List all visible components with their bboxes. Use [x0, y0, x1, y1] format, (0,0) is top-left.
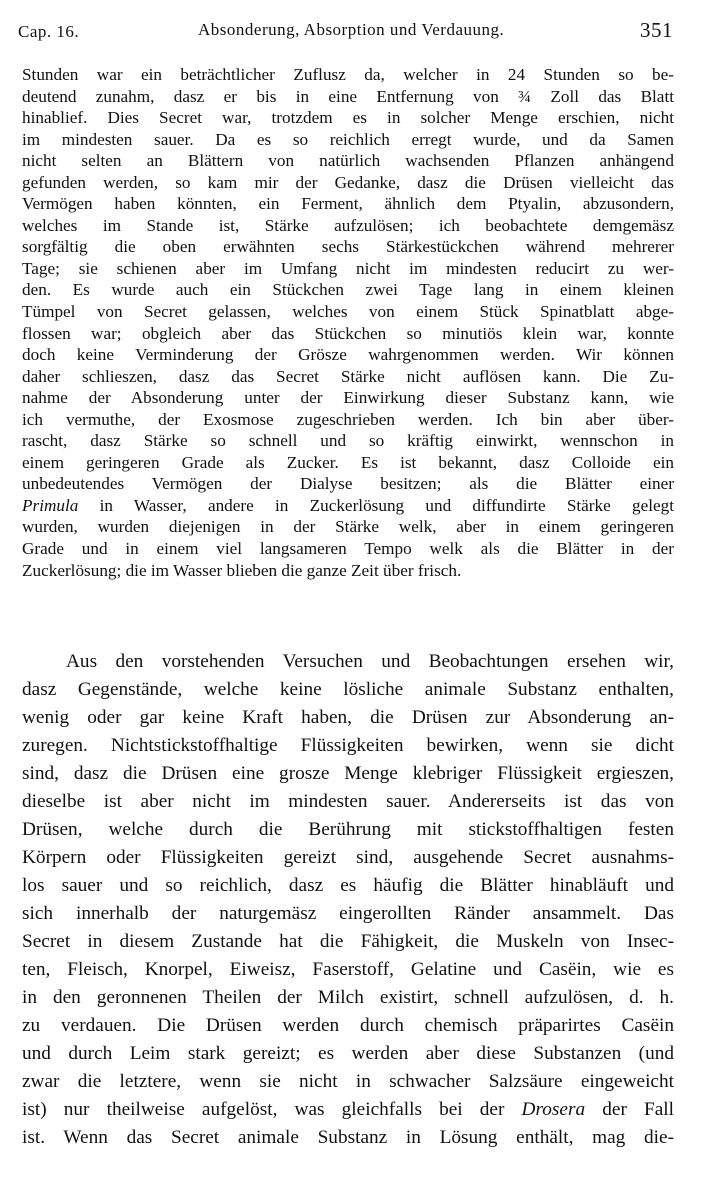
text-line: nicht selten an Blättern von natürlich wachsenden Pflanzen anhängend [22, 151, 674, 171]
text-line: sorgfältig die oben erwähnten sechs Stärkestückchen während mehrerer [22, 237, 674, 257]
page-number: 351 [640, 18, 673, 42]
text-line: ten, Fleisch, Knorpel, Eiweisz, Faserstoff, Gelatine und Casëin, wie es [22, 959, 674, 980]
text-line: los sauer und so reichlich, dasz es häufig die Blätter hinabläuft und [22, 875, 674, 896]
running-header [18, 18, 673, 48]
text-line: Secret in diesem Zustande hat die Fähigkeit, die Muskeln von Insec- [22, 931, 674, 952]
text-line: dasz Gegenstände, welche keine lösliche animale Substanz enthalten, [22, 679, 674, 700]
text-line: Zuckerlösung; die im Wasser blieben die ganze Zeit über frisch. [22, 560, 462, 580]
text-line: deutend zunahm, dasz er bis in eine Entfernung von ¾ Zoll das Blatt [22, 86, 674, 106]
text-line: in den geronnenen Theilen der Milch existirt, schnell aufzulösen, d. h. [22, 987, 674, 1008]
text-line: gefunden werden, so kam mir der Gedanke, dasz die Drüsen vielleicht das [22, 172, 674, 192]
text-line: im mindesten sauer. Da es so reichlich erregt wurde, und da Samen [22, 129, 674, 149]
text-line: Tümpel von Secret gelassen, welches von einem Stück Spinatblatt abge- [22, 302, 674, 322]
text-line: einem geringeren Grade als Zucker. Es ist bekannt, dasz Colloide ein [22, 452, 674, 472]
text-line: ist) nur theilweise aufgelöst, was gleichfalls bei der Drosera der Fall [22, 1099, 674, 1120]
text-line: dieselbe ist aber nicht im mindesten sauer. Andererseits ist das von [22, 791, 674, 812]
text-line: Vermögen haben könnten, ein Ferment, ähnlich dem Ptyalin, abzusondern, [22, 194, 674, 214]
text-line: nahme der Absonderung unter der Einwirkung dieser Substanz kann, wie [22, 388, 674, 408]
text-line: Stunden war ein beträchtlicher Zuflusz da, welcher in 24 Stunden so be- [22, 65, 674, 84]
text-line: hinablief. Dies Secret war, trotzdem es in solcher Menge erschien, nicht [22, 108, 674, 128]
text-line: flossen war; obgleich aber das Stückchen so minutiös klein war, konnte [22, 323, 674, 343]
text-line: sich innerhalb der naturgemäsz eingerollten Ränder ansammelt. Das [22, 903, 674, 924]
text-line: Grade und in einem viel langsameren Tempo welk als die Blätter in der [22, 539, 674, 559]
text-line: den. Es wurde auch ein Stückchen zwei Tage lang in einem kleinen [22, 280, 674, 300]
text-line: rascht, dasz Stärke so schnell und so kräftig einwirkt, wennschon in [22, 431, 674, 451]
text-line: Körpern oder Flüssigkeiten gereizt sind, ausgehende Secret ausnahms- [22, 847, 674, 868]
text-line: und durch Leim stark gereizt; es werden aber diese Substanzen (und [22, 1043, 674, 1064]
text-line: wurden, wurden diejenigen in der Stärke welk, aber in einem geringeren [22, 517, 674, 537]
text-line: ist. Wenn das Secret animale Substanz in Lösung enthält, mag die- [22, 1127, 674, 1148]
text-line: unbedeutendes Vermögen der Dialyse besitzen; als die Blätter einer [22, 474, 674, 494]
text-line: zu verdauen. Die Drüsen werden durch chemisch präparirtes Casëin [22, 1015, 674, 1036]
text-line: zwar die letztere, wenn sie nicht in schwacher Salzsäure eingeweicht [22, 1071, 674, 1092]
text-line: Tage; sie schienen aber im Umfang nicht im mindesten reducirt zu wer- [22, 258, 674, 278]
text-line: wenig oder gar keine Kraft haben, die Drüsen zur Absonderung an- [22, 707, 674, 728]
text-line: doch keine Verminderung der Grösze wahrgenommen werden. Wir können [22, 345, 674, 365]
text-line: zuregen. Nichtstickstoffhaltige Flüssigkeiten bewirken, wenn sie dicht [22, 735, 674, 756]
text-line: Drüsen, welche durch die Berührung mit stickstoffhaltigen festen [22, 819, 674, 840]
text-line: welches im Stande ist, Stärke aufzulösen; ich beobachtete demgemäsz [22, 215, 674, 235]
text-line: Primula in Wasser, andere in Zuckerlösung und diffundirte Stärke gelegt [22, 495, 674, 515]
chapter-label: Cap. 16. [18, 22, 80, 41]
running-title: Absonderung, Absorption und Verdauung. [198, 20, 505, 39]
text-line: ich vermuthe, der Exosmose zugeschrieben werden. Ich bin aber über- [22, 409, 674, 429]
text-line: sind, dasz die Drüsen eine grosze Menge klebriger Flüssigkeit ergieszen, [22, 763, 674, 784]
text-line: Aus den vorstehenden Versuchen und Beobachtungen ersehen wir, [66, 651, 674, 672]
summary-paragraph [22, 648, 674, 1152]
paragraph-continued [22, 64, 674, 581]
text-line: daher schlieszen, dasz das Secret Stärke nicht auflösen kann. Die Zu- [22, 366, 674, 386]
